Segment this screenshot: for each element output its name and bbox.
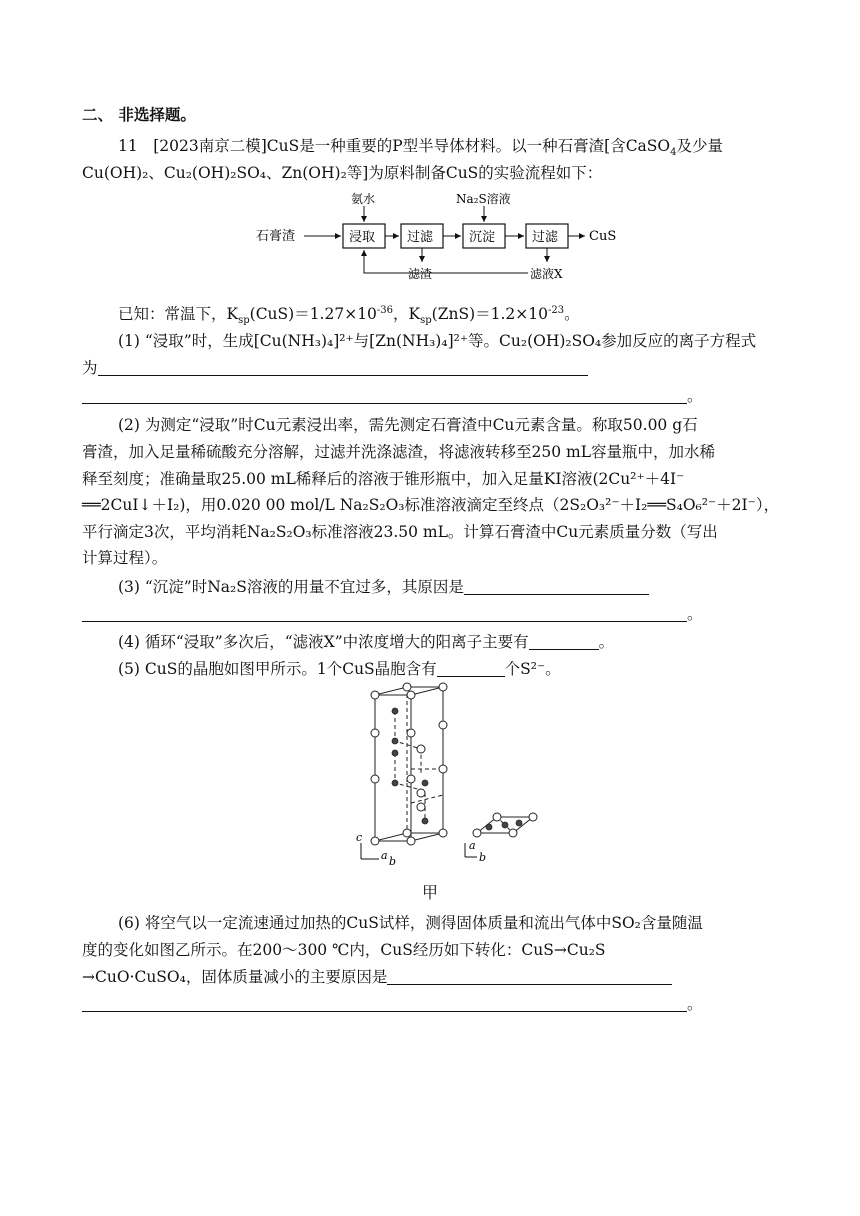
- flow-reagent-ammonia: 氨水: [351, 192, 376, 206]
- part1-line3: 。: [82, 385, 703, 407]
- flow-box4-label: 过滤: [532, 230, 559, 245]
- part2-line6: 计算过程）。: [82, 549, 168, 567]
- part1-line1: (1) “浸取”时，生成[Cu(NH₃)₄]²⁺与[Zn(NH₃)₄]²⁺等。Cu₂(OH)₂SO₄参加反应的离子方程式: [118, 332, 757, 350]
- part2-line4: ══2CuI↓＋I₂)，用0.020 00 mol/L Na₂S₂O₃标准溶液滴定至终点（2S₂O₃²⁻＋I₂══S₄O₆²⁻＋2I⁻），: [82, 496, 780, 514]
- axis-a2-label: a: [469, 839, 476, 852]
- axis-c-label: c: [356, 831, 363, 844]
- section-title: 二、 非选择题。: [82, 105, 196, 124]
- axis-a-label: a: [381, 849, 388, 862]
- part2-line1: (2) 为测定“浸取”时Cu元素浸出率，需先测定石膏渣中Cu元素含量。称取50.00 g石: [118, 416, 698, 434]
- flow-end: CuS: [589, 229, 617, 244]
- cus-unit-cell-figure: [356, 683, 565, 868]
- flow-start: 石膏渣: [256, 229, 296, 244]
- part2-line5: 平行滴定3次，平均消耗Na₂S₂O₃标准溶液23.50 mL。计算石膏渣中Cu元素质量分数（写出: [82, 523, 718, 541]
- flow-reagent-na2s: Na₂S溶液: [456, 192, 511, 206]
- flow-diagram: [248, 190, 628, 290]
- answer-blank-5[interactable]: [437, 660, 505, 677]
- flow-box2-label: 过滤: [407, 230, 434, 245]
- part2-line2: 膏渣，加入足量稀硫酸充分溶解，过滤并洗涤滤渣，将滤液转移至250 mL容量瓶中，加水稀: [82, 443, 716, 461]
- part3-line1: (3) “沉淀”时Na₂S溶液的用量不宜过多，其原因是: [118, 576, 649, 598]
- answer-blank-1b[interactable]: [82, 387, 687, 404]
- figure-caption: 甲: [421, 883, 438, 902]
- part6-line3: →CuO·CuSO₄，固体质量减小的主要原因是: [82, 966, 672, 988]
- axis-b2-label: b: [479, 851, 487, 864]
- answer-blank-3a[interactable]: [464, 578, 649, 595]
- part6-line2: 度的变化如图乙所示。在200～300 ℃内，CuS经历如下转化：CuS→Cu₂S: [82, 941, 606, 959]
- answer-blank-6a[interactable]: [387, 968, 672, 985]
- answer-blank-3b[interactable]: [82, 605, 687, 622]
- part4-line1: (4) 循环“浸取”多次后，“滤液X”中浓度增大的阳离子主要有 。: [118, 633, 615, 651]
- part1-line2: 为: [82, 357, 588, 379]
- flow-filtrate-x: 滤液X: [530, 267, 563, 281]
- answer-blank-4[interactable]: [529, 633, 599, 650]
- answer-blank-6b[interactable]: [82, 995, 687, 1012]
- axis-b-label: b: [389, 855, 397, 868]
- answer-blank-1a[interactable]: [98, 359, 588, 376]
- part6-line1: (6) 将空气以一定流速通过加热的CuS试样，测得固体质量和流出气体中SO₂含量随温: [118, 914, 703, 932]
- q11-intro-line2: Cu(OH)₂、Cu₂(OH)₂SO₄、Zn(OH)₂等]为原料制备CuS的实验流程如下：: [82, 164, 603, 182]
- part5-line1: (5) CuS的晶胞如图甲所示。1个CuS晶胞含有 个S²⁻。: [118, 660, 561, 678]
- flow-box3-label: 沉淀: [469, 230, 496, 245]
- known-constants: 已知：常温下，$K_{sp}(CuS)=1.27\times 10^{-36}$，$K_{sp}(ZnS)=1.2\times 10^{-23}$。: [118, 304, 580, 327]
- part3-line2: 。: [82, 603, 703, 625]
- part6-line4: 。: [82, 993, 703, 1015]
- flow-residue: 滤渣: [408, 267, 433, 281]
- part2-line3: 释至刻度；准确量取25.00 mL稀释后的溶液于锥形瓶中，加入足量KI溶液(2Cu²⁺＋4I⁻: [82, 470, 685, 488]
- q11-intro-line1: 11 [2023南京二模]CuS是一种重要的P型半导体材料。以一种石膏渣[含CaSO$_4$及少量: [118, 137, 724, 159]
- flow-box1-label: 浸取: [349, 230, 376, 245]
